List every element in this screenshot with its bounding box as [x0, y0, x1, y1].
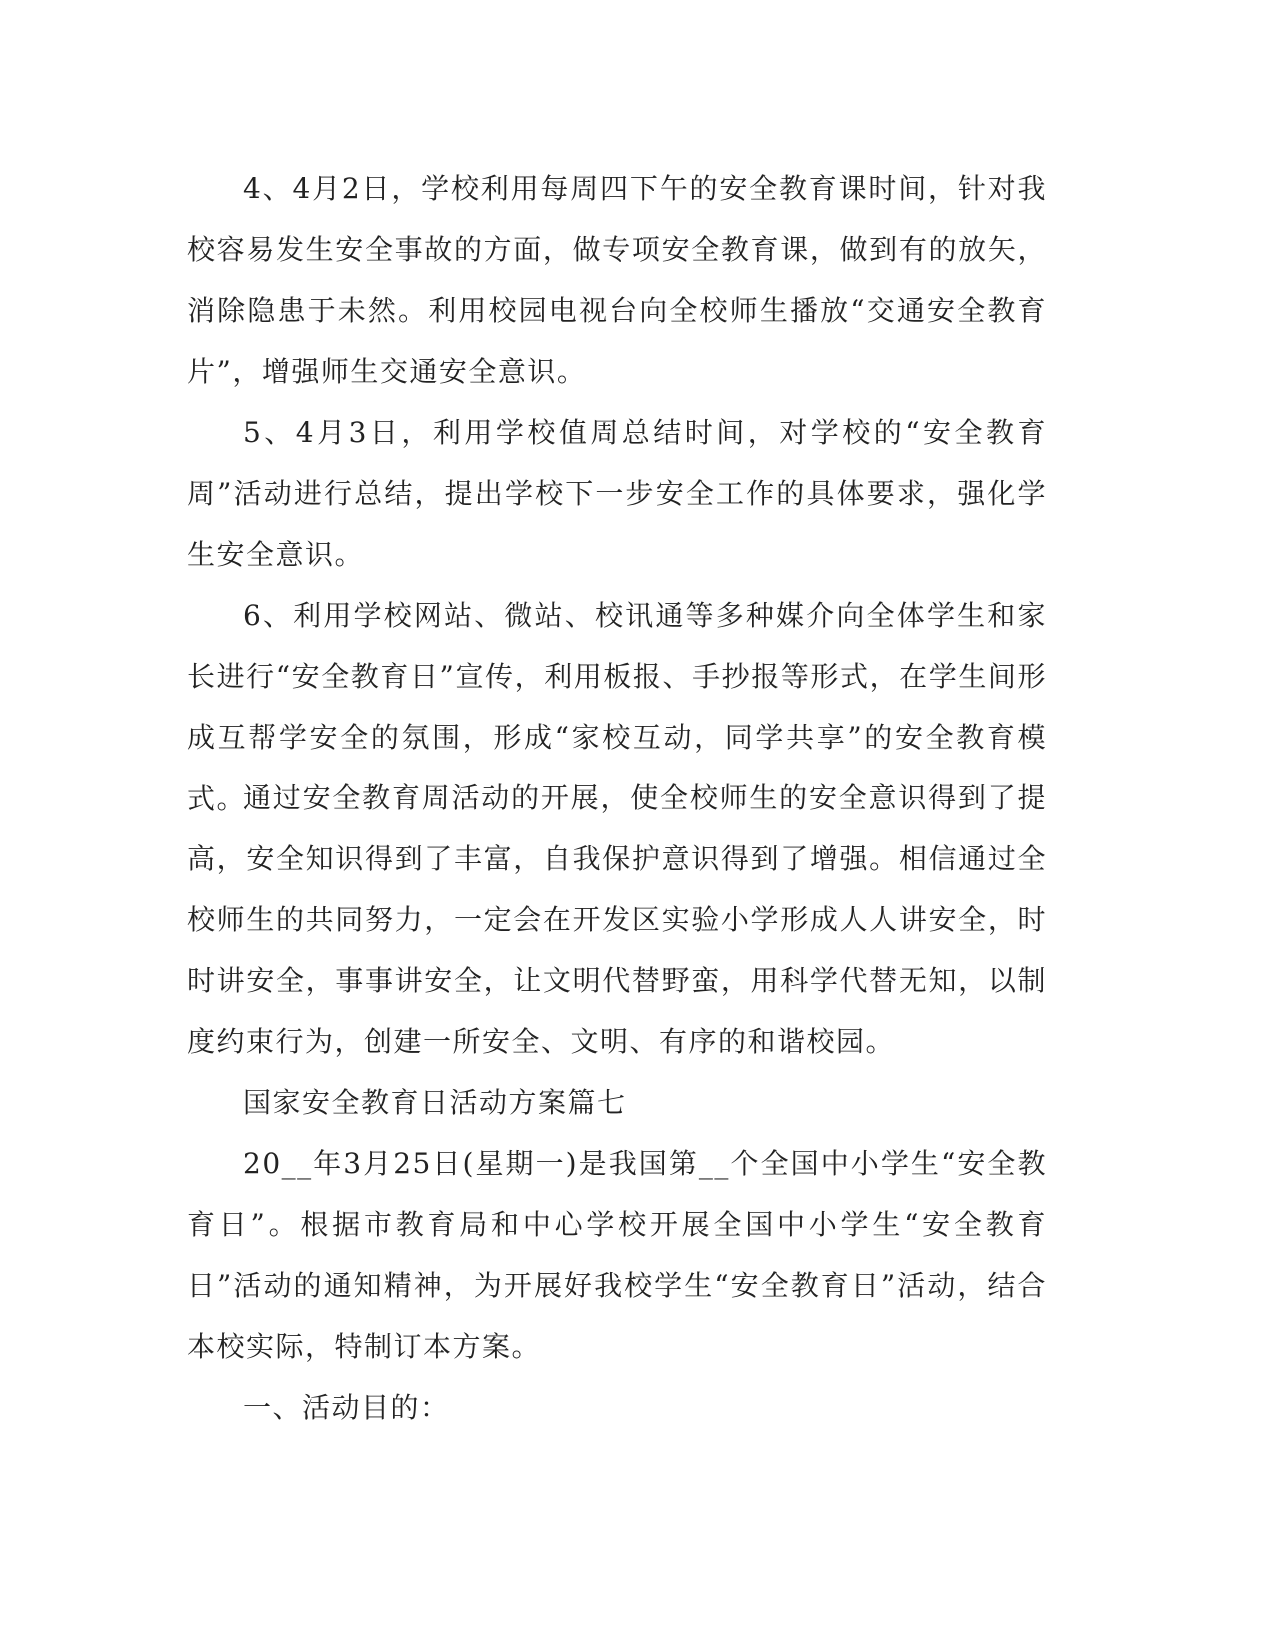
- section-heading: 国家安全教育日活动方案篇七: [243, 1086, 627, 1119]
- paragraph-item-4: 4、4月2日，学校利用每周四下午的安全教育课时间，针对我校容易发生安全事故的方面，做专项安全教育课，做到有的放矢，消除隐患于未然。利用校园电视台向全校师生播放“交通安全教育片”，增强师生交通安全意识。: [187, 172, 1047, 388]
- paragraph-summary: 通过安全教育周活动的开展，使全校师生的安全意识得到了提高，安全知识得到了丰富，自我保护意识得到了增强。相信通过全校师生的共同努力，一定会在开发区实验小学形成人人讲安全，时时讲安全，事事讲安全，让文明代替野蛮，用科学代替无知，以制度约束行为，创建一所安全、文明、有序的和谐校园。: [187, 781, 1047, 1058]
- paragraph-intro: 20__年3月25日(星期一)是我国第__个全国中小学生“安全教育日”。根据市教育局和中心学校开展全国中小学生“安全教育日”活动的通知精神，为开展好我校学生“安全教育日”活动，结合本校实际，特制订本方案。: [187, 1147, 1047, 1363]
- subsection-heading: 一、活动目的：: [243, 1391, 450, 1424]
- paragraph-item-5: 5、4月3日，利用学校值周总结时间，对学校的“安全教育周”活动进行总结，提出学校下一步安全工作的具体要求，强化学生安全意识。: [187, 416, 1047, 571]
- paragraph-item-6: 6、利用学校网站、微站、校讯通等多种媒介向全体学生和家长进行“安全教育日”宣传，利用板报、手抄报等形式，在学生间形成互帮学安全的氛围，形成“家校互动，同学共享”的安全教育模式。: [187, 599, 1047, 815]
